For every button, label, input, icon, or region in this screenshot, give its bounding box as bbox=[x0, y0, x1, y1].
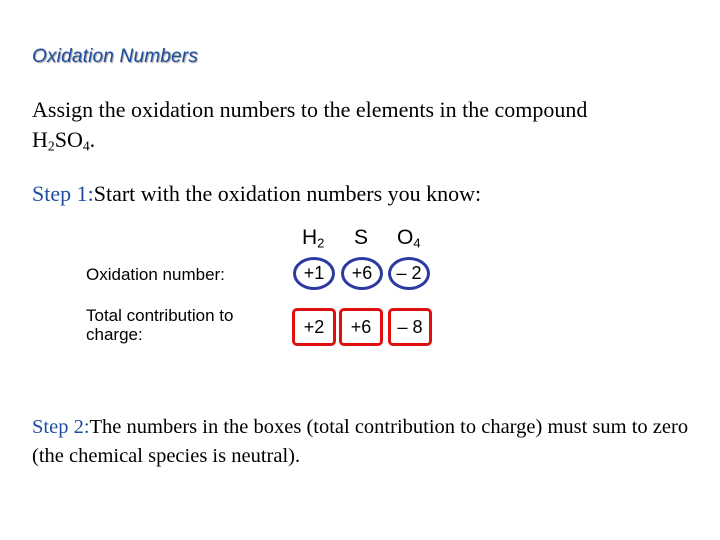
header-h2: $H_2$ bbox=[302, 226, 325, 251]
step-1 bbox=[32, 181, 481, 207]
compound-formula: $H_2SO_4$. bbox=[32, 127, 96, 154]
oxidation-number-s: +6 bbox=[341, 257, 383, 290]
oxidation-number-o: – 2 bbox=[388, 257, 430, 290]
oxidation-number-h: +1 bbox=[293, 257, 335, 290]
step-2 bbox=[32, 413, 702, 471]
row-label-total-contribution: Total contribution to charge: bbox=[86, 306, 234, 344]
slide-title: Oxidation Numbers bbox=[32, 46, 199, 67]
intro-sentence: Assign the oxidation numbers to the elements in the compound bbox=[32, 97, 588, 122]
header-o4: $O_4$ bbox=[397, 226, 421, 251]
step-1-text: Start with the oxidation numbers you know: bbox=[93, 181, 482, 206]
step-1-label: Step 1: bbox=[32, 181, 94, 206]
row-label-oxidation-number: Oxidation number: bbox=[86, 265, 225, 284]
step-2-text: The numbers in the boxes (total contribution to charge) must sum to zero (the chemical species is neutral). bbox=[32, 416, 689, 467]
intro-text bbox=[32, 95, 692, 155]
header-s: S bbox=[354, 226, 369, 249]
total-contribution-h: +2 bbox=[292, 308, 336, 346]
total-contribution-o: – 8 bbox=[388, 308, 432, 346]
step-2-label: Step 2: bbox=[32, 416, 90, 438]
total-contribution-s: +6 bbox=[339, 308, 383, 346]
